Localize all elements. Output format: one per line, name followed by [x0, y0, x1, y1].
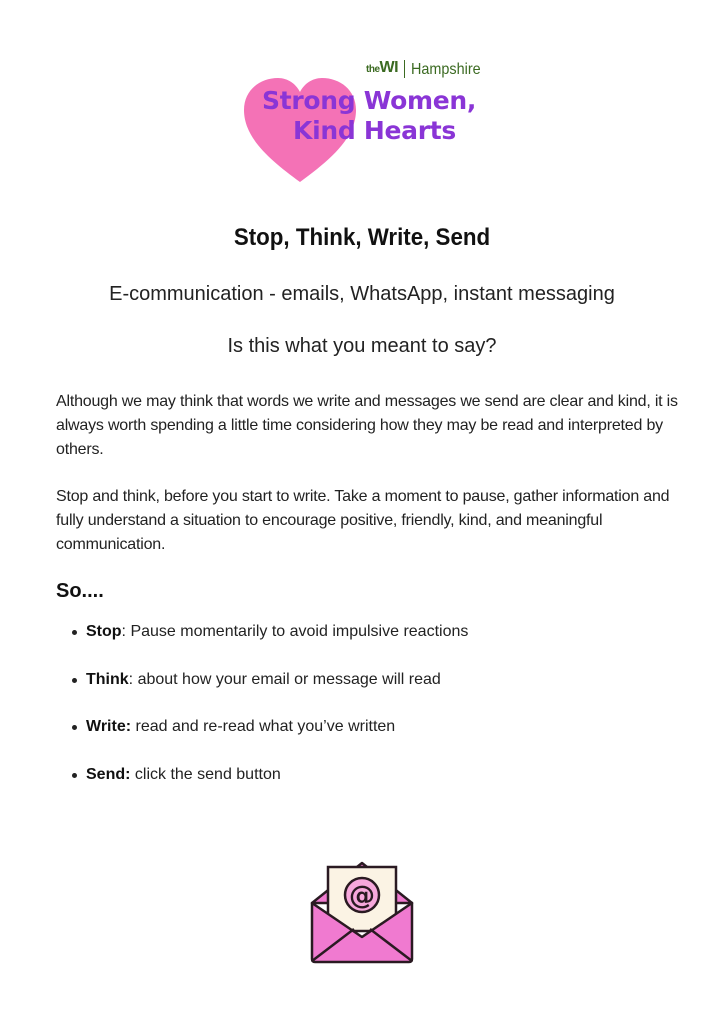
so-heading: So.... [56, 580, 104, 602]
logo [240, 52, 490, 162]
at-symbol: @ [349, 881, 375, 911]
logo-divider [404, 60, 405, 78]
step-text: read and re-read what you’ve written [131, 718, 396, 735]
step-text: : about how your email or message will read [128, 670, 441, 688]
question: Is this what you meant to say? [227, 335, 497, 357]
page-title: Stop, Think, Write, Send [233, 224, 491, 251]
list-item-think [56, 668, 656, 716]
step-text: : Pause momentarily to avoid impulsive reactions [121, 623, 469, 640]
list-item-write [56, 715, 656, 763]
paragraph-stop-think: Stop and think, before you start to write. Take a moment to pause, gather information and fully understand a situation to encourage positive, friendly, kind, and meaningful communication. [56, 488, 670, 553]
tagline-line-2: Kind Hearts [293, 116, 456, 145]
tagline-line-1: Strong Women, [262, 86, 477, 115]
step-term: Send: [86, 765, 131, 783]
paragraph-intro: Although we may think that words we write and messages we send are clear and kind, it is always worth spending a little time considering how they may be read and interpreted by others. [56, 393, 678, 458]
list-item-send [56, 763, 656, 811]
step-term: Think [86, 670, 129, 688]
step-text: click the send button [130, 765, 281, 783]
list-item-stop [56, 620, 656, 668]
tagline [262, 86, 476, 146]
wi-mark: theWI [366, 59, 399, 76]
county-name: Hampshire [411, 61, 481, 78]
step-term: Stop [86, 623, 122, 640]
email-envelope-icon [308, 857, 416, 965]
steps-list [56, 620, 656, 810]
step-term: Write: [86, 718, 132, 735]
subtitle: E-communication - emails, WhatsApp, instant messaging [109, 283, 615, 305]
wi-hampshire-logo [366, 58, 488, 78]
